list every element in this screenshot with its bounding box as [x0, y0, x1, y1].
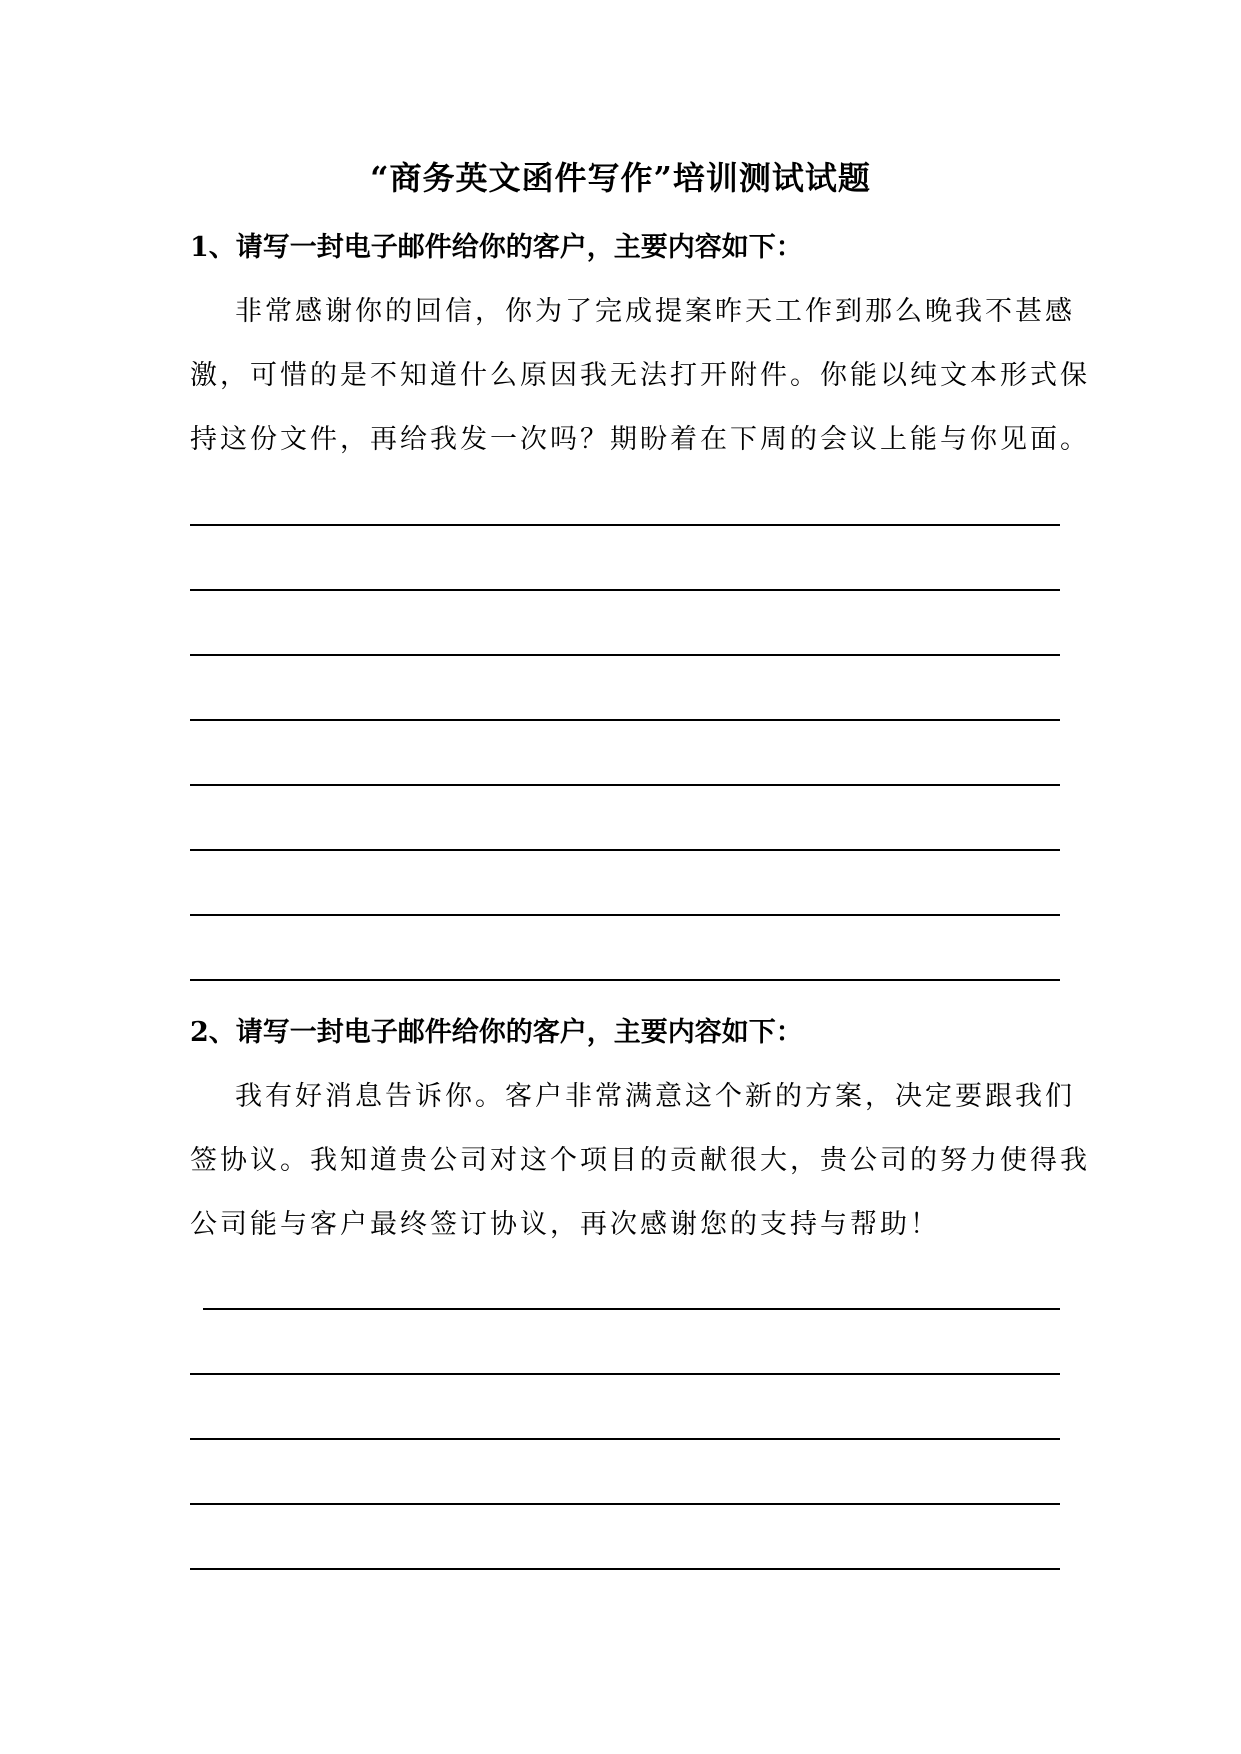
- answer-line: [190, 589, 1060, 591]
- question-1-line-1: 非常感谢你的回信，你为了完成提案昨天工作到那么晚我不甚感: [235, 296, 1075, 327]
- question-2-line-1: 我有好消息告诉你。客户非常满意这个新的方案，决定要跟我们: [235, 1081, 1075, 1112]
- question-1-content: [190, 280, 1090, 472]
- answer-line: [190, 719, 1060, 721]
- question-1-line-3: 持这份文件，再给我发一次吗？期盼着在下周的会议上能与你见面。: [190, 424, 1090, 455]
- answer-line: [190, 914, 1060, 916]
- answer-line: [190, 849, 1060, 851]
- question-1-heading: 1、请写一封电子邮件给你的客户，主要内容如下：: [190, 232, 803, 263]
- answer-line: [190, 1503, 1060, 1505]
- answer-line: [190, 654, 1060, 656]
- answer-line: [190, 1438, 1060, 1440]
- answer-line: [190, 979, 1060, 981]
- answer-line: [190, 524, 1060, 526]
- question-2-line-2: 签协议。我知道贵公司对这个项目的贡献很大，贵公司的努力使得我: [190, 1145, 1090, 1176]
- page-title: “商务英文函件写作”培训测试试题: [370, 159, 871, 197]
- answer-line: [203, 1308, 1060, 1310]
- question-2-content: [190, 1065, 1090, 1257]
- answer-line: [190, 1373, 1060, 1375]
- question-2-heading: 2、请写一封电子邮件给你的客户，主要内容如下：: [190, 1017, 803, 1048]
- answer-line: [190, 1568, 1060, 1570]
- answer-line: [190, 784, 1060, 786]
- question-2-line-3: 公司能与客户最终签订协议，再次感谢您的支持与帮助！: [190, 1209, 940, 1240]
- question-1-line-2: 激，可惜的是不知道什么原因我无法打开附件。你能以纯文本形式保: [190, 360, 1090, 391]
